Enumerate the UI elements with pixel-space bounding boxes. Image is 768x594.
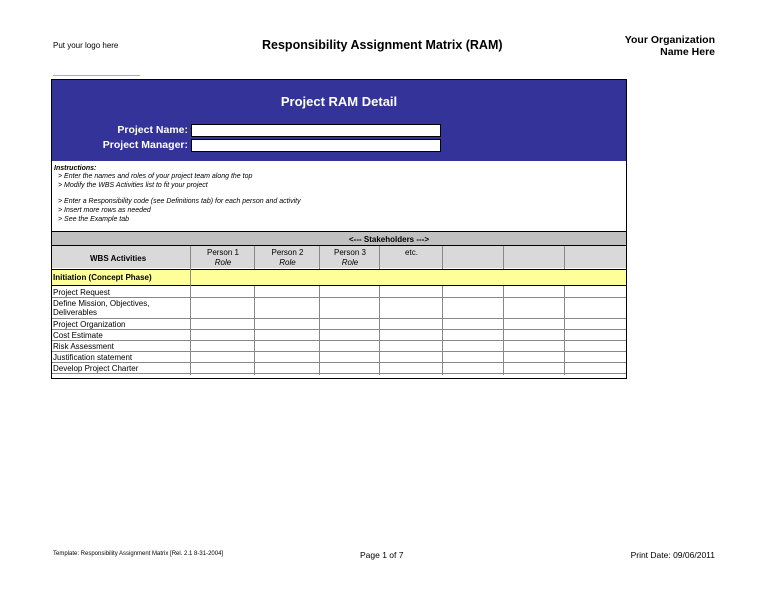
table-row[interactable] <box>52 319 626 330</box>
stakeholders-label: <--- Stakeholders ---> <box>349 235 430 244</box>
person-role: Role <box>214 258 232 267</box>
project-manager-label: Project Manager: <box>102 139 188 151</box>
ram-sheet <box>51 79 627 379</box>
activity-label: Cost Estimate <box>53 331 103 340</box>
table-row[interactable] <box>52 287 626 298</box>
person-role: Role <box>341 258 359 267</box>
grid-line <box>564 286 565 375</box>
person-name: Person 2 <box>271 248 304 257</box>
project-name-field[interactable] <box>191 124 441 137</box>
grid-line <box>564 246 565 269</box>
organization-name <box>575 34 715 58</box>
person-role: Role <box>279 258 296 267</box>
person-column-header <box>191 246 255 268</box>
detail-banner <box>52 80 626 161</box>
activity-label: Project Organization <box>53 320 126 329</box>
table-row[interactable] <box>52 330 626 341</box>
person-name: Person 3 <box>333 248 367 257</box>
org-line-2: Name Here <box>660 46 715 58</box>
instruction-line: > Modify the WBS Activities list to fit your project <box>58 182 208 189</box>
activity-label: Develop Project Charter <box>53 364 139 373</box>
activity-label: Define Mission, Objectives, Deliverables <box>53 299 150 317</box>
instructions-heading: Instructions: <box>54 165 97 172</box>
person-name: Person 1 <box>206 248 240 257</box>
stakeholders-bar <box>52 231 626 246</box>
table-row[interactable] <box>52 363 626 374</box>
grid-line <box>379 286 380 375</box>
project-manager-field[interactable] <box>191 139 441 152</box>
template-info: Template: Responsibility Assignment Matrix [Rel. 2.1 8-31-2004] <box>53 551 224 557</box>
table-header <box>52 246 626 268</box>
activity-label: Justification statement <box>53 353 133 362</box>
grid-line <box>254 246 255 269</box>
grid-line <box>379 246 380 269</box>
page-number: Page 1 of 7 <box>360 550 404 560</box>
document-title: Responsibility Assignment Matrix (RAM) <box>262 38 503 52</box>
logo-underline <box>53 75 140 76</box>
instructions <box>52 162 626 230</box>
grid-line <box>442 286 443 375</box>
instruction-line: > Insert more rows as needed <box>58 207 151 214</box>
grid-line <box>503 246 504 269</box>
phase-label: Initiation (Concept Phase) <box>53 273 152 282</box>
project-name-label: Project Name: <box>117 124 188 136</box>
banner-title: Project RAM Detail <box>280 94 398 109</box>
activity-label: Risk Assessment <box>53 342 114 351</box>
instruction-line: > Enter the names and roles of your project team along the top <box>58 173 253 180</box>
grid-line <box>503 286 504 375</box>
table-row[interactable] <box>52 341 626 352</box>
org-line-1: Your Organization <box>624 34 715 46</box>
grid-line <box>254 286 255 375</box>
person-name: etc. <box>405 248 418 257</box>
person-column-header <box>320 246 380 268</box>
person-column-header <box>255 246 320 268</box>
grid-line <box>319 286 320 375</box>
instruction-line: > See the Example tab <box>58 216 130 223</box>
grid-line <box>442 246 443 269</box>
wbs-activities-header: WBS Activities <box>90 254 147 263</box>
table-row[interactable] <box>52 352 626 363</box>
logo-placeholder: Put your logo here <box>53 41 119 50</box>
print-date: Print Date: 09/06/2011 <box>630 550 715 560</box>
person-column-header <box>380 246 443 268</box>
grid-line <box>319 246 320 269</box>
activity-label: Project Request <box>53 288 110 297</box>
grid-line <box>190 246 191 375</box>
instruction-line: > Enter a Responsibility code (see Definitions tab) for each person and activity <box>58 198 301 205</box>
table-row[interactable] <box>52 298 626 319</box>
phase-row <box>52 269 626 286</box>
